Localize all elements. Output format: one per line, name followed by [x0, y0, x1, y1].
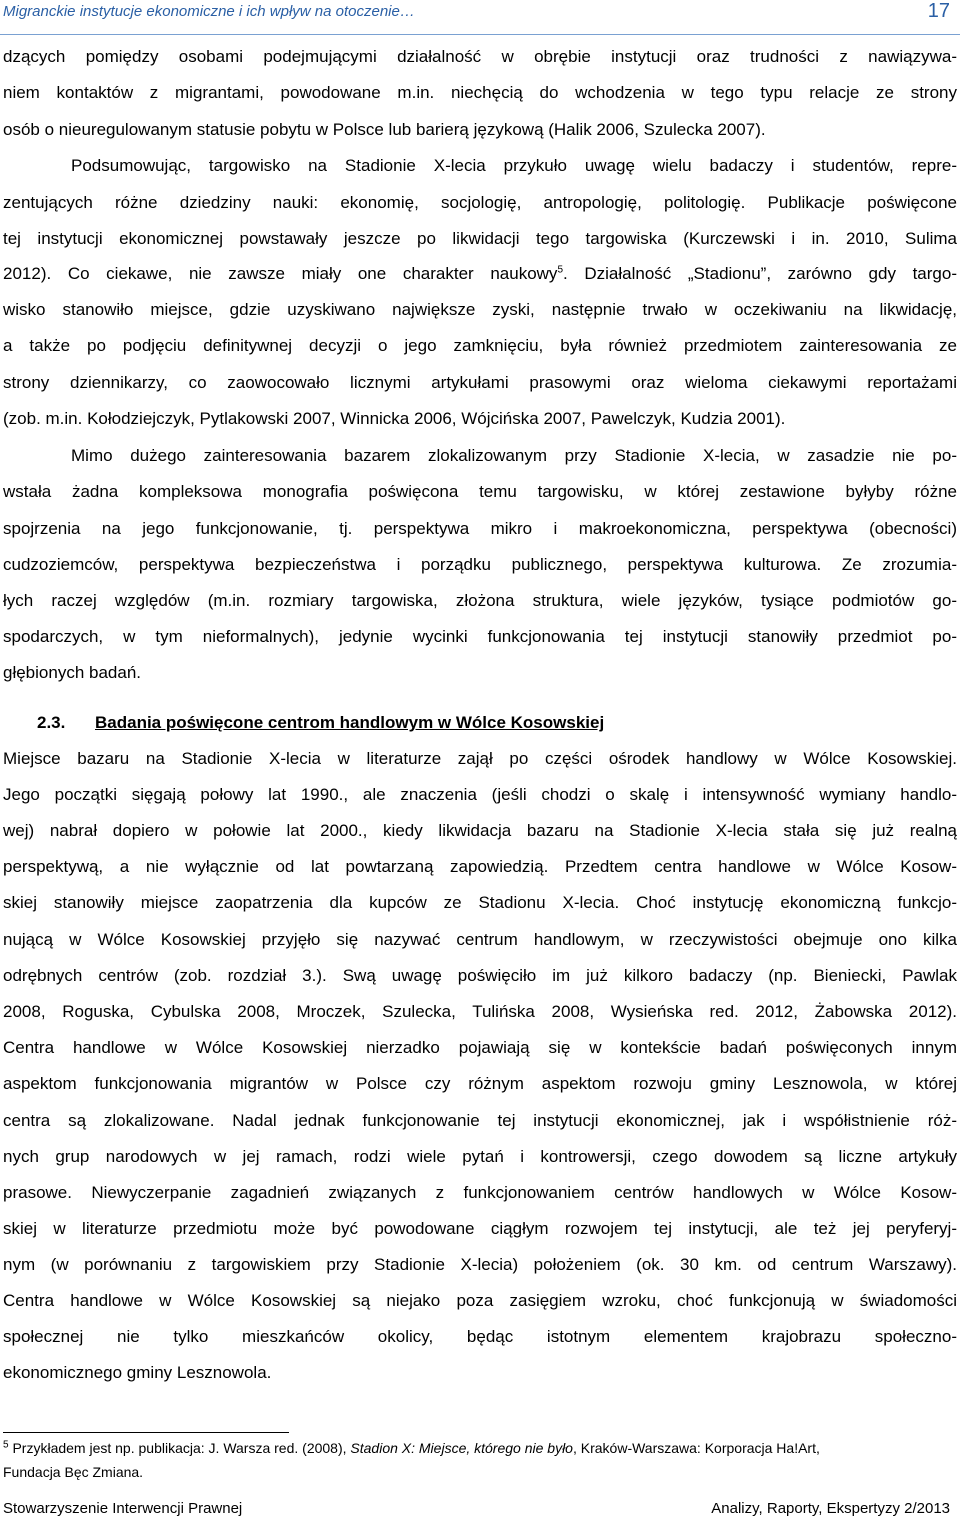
text-line: Centra handlowe w Wólce Kosowskiej nierzadko pojawiają się w kontekście badań poświęconych innym — [3, 1038, 957, 1057]
footer-publisher: Stowarzyszenie Interwencji Prawnej — [3, 1500, 243, 1517]
text-line: ekonomicznego gminy Lesznowola. — [3, 1363, 272, 1382]
text-line: nym (w porównaniu z targowiskiem przy Stadionie X-lecia) położeniem (ok. 30 km. od centrum Warszawy). — [3, 1255, 957, 1274]
footnote-divider — [3, 1432, 289, 1433]
footnote — [3, 1437, 957, 1459]
text-line: strony dziennikarzy, co zaowocowało licznymi artykułami prasowymi oraz wieloma ciekawymi reportażami — [3, 373, 957, 392]
footnote-text: , Kraków-Warszawa: Korporacja Ha!Art, — [572, 1440, 820, 1456]
header-title: Migranckie instytucje ekonomiczne i ich wpływ na otoczenie… — [3, 3, 415, 20]
section-number: 2.3. — [37, 713, 66, 732]
text-line: prasowe. Niewyczerpanie zagadnień związanych z funkcjonowaniem centrów handlowych w Wólce Kosow- — [3, 1183, 957, 1202]
text-line: Miejsce bazaru na Stadionie X-lecia w literaturze zajął po części ośrodek handlowy w Wólce Kosowskiej. — [3, 749, 957, 768]
section-title: Badania poświęcone centrom handlowym w Wólce Kosowskiej — [95, 713, 605, 732]
text-line: Podsumowując, targowisko na Stadionie X-lecia przykuło uwagę wielu badaczy i studentów, repre- — [71, 156, 957, 175]
text-line: niem kontaktów z migrantami, powodowane m.in. niechęcią do wchodzenia w tego typu relacje ze strony — [3, 83, 957, 102]
text-line: wej) nabrał dopiero w połowie lat 2000., kiedy likwidacja bazaru na Stadionie X-lecia stała się już realną — [3, 821, 957, 840]
text-line: wstała żadna kompleksowa monografia poświęcona temu targowisku, w której zestawione byłyby różne — [3, 482, 957, 501]
text-line-with-footnote-ref — [3, 261, 957, 287]
text-line: łych raczej względów (m.in. rozmiary targowiska, złożona struktura, wiele języków, tysiące podmiotów go- — [3, 591, 957, 610]
text-line: Mimo dużego zainteresowania bazarem zlokalizowanym przy Stadionie X-lecia, w zasadzie nie po- — [71, 446, 957, 465]
text-line: dzących pomiędzy osobami podejmującymi działalność w obrębie instytucji oraz trudności z nawiązywa- — [3, 47, 957, 66]
text-line: aspektom funkcjonowania migrantów w Polsce czy różnym aspektom rozwoju gminy Lesznowola, w której — [3, 1074, 957, 1093]
text-line: 2008, Roguska, Cybulska 2008, Mroczek, Szulecka, Tulińska 2008, Wysieńska red. 2012, Żabowska 2012). — [3, 1002, 957, 1021]
text-line: perspektywą, a nie wyłącznie od lat powtarzaną zapowiedzią. Przedtem centra handlowe w Wólce Kosow- — [3, 857, 957, 876]
section-heading — [37, 710, 604, 736]
page-header — [0, 0, 960, 44]
page-number: 17 — [927, 0, 950, 22]
text-segment: . Działalność „Stadionu”, zarówno gdy targo- — [563, 264, 957, 283]
text-line: nującą w Wólce Kosowskiej przyjęło się nazywać centrum handlowym, w rzeczywistości obejmuje ono kilka — [3, 930, 957, 949]
text-line: Centra handlowe w Wólce Kosowskiej są niejako poza zasięgiem wzroku, choć funkcjonują w świadomości — [3, 1291, 957, 1310]
text-line: osób o nieuregulowanym statusie pobytu w Polsce lub barierą językową (Halik 2006, Szulecka 2007). — [3, 120, 766, 139]
text-line: tej instytucji ekonomicznej powstawały jeszcze po likwidacji tego targowiska (Kurczewski i in. 2010, Sulima — [3, 229, 957, 248]
footnote-title: Stadion X: Miejsce, którego nie było — [350, 1440, 573, 1456]
footer-series: Analizy, Raporty, Ekspertyzy 2/2013 — [711, 1500, 950, 1517]
text-line: głębionych badań. — [3, 663, 142, 682]
text-line: centra są zlokalizowane. Nadal jednak funkcjonowanie tej instytucji ekonomicznej, jak i współistnienie róż- — [3, 1111, 957, 1130]
text-line: wisko stanowiło miejsce, gdzie uzyskiwano największe zyski, następnie trwało w oczekiwaniu na likwidację, — [3, 300, 957, 319]
footnote-text: Przykładem jest np. publikacja: J. Warsza red. (2008), — [8, 1440, 351, 1456]
text-line: skiej w literaturze przedmiotu może być powodowane ciągłym rozwojem tej instytucji, ale też jej peryferyj- — [3, 1219, 957, 1238]
text-line: skiej stanowiły miejsce zaopatrzenia dla kupców ze Stadionu X-lecia. Choć instytucję ekonomiczną funkcjo- — [3, 893, 957, 912]
footnote-reference[interactable]: 5 — [557, 264, 563, 276]
footnote-continuation: Fundacja Bęc Zmiana. — [3, 1464, 144, 1480]
text-line: Jego początki sięgają połowy lat 1990., ale znaczenia (jeśli chodzi o skalę i intensywność wymiany handlo- — [3, 785, 957, 804]
text-line: cudzoziemców, perspektywa bezpieczeństwa i porządku publicznego, perspektywa kulturowa. Ze zrozumia- — [3, 555, 957, 574]
text-line: społecznej nie tylko mieszkańców okolicy, będąc istotnym elementem krajobrazu społeczno- — [3, 1327, 957, 1346]
text-line: spojrzenia na jego funkcjonowanie, tj. perspektywa mikro i makroekonomiczna, perspektywa (obecności) — [3, 519, 957, 538]
text-segment: 2012). Co ciekawe, nie zawsze miały one charakter naukowy — [3, 264, 558, 283]
text-line: zentujących różne dziedziny nauki: ekonomię, socjologię, antropologię, politologię. Publikacje poświęcone — [3, 193, 957, 212]
header-divider — [0, 34, 960, 35]
text-line: nych grup narodowych w jej ramach, rodzi wiele pytań i kontrowersji, czego dowodem są liczne artykuły — [3, 1147, 957, 1166]
text-line: odrębnych centrów (zob. rozdział 3.). Swą uwagę poświęciło im już kilkoro badaczy (np. Bieniecki, Pawlak — [3, 966, 957, 985]
footnote-number: 5 — [3, 1439, 9, 1451]
text-line: spodarczych, w tym nieformalnych), jedynie wycinki funkcjonowania tej instytucji stanowiły przedmiot po- — [3, 627, 957, 646]
text-line: a także po podjęciu definitywnej decyzji o jego zamknięciu, była również przedmiotem zainteresowania ze — [3, 336, 957, 355]
text-line: (zob. m.in. Kołodziejczyk, Pytlakowski 2007, Winnicka 2006, Wójcińska 2007, Pawelczyk, Kudzia 2001). — [3, 409, 786, 428]
